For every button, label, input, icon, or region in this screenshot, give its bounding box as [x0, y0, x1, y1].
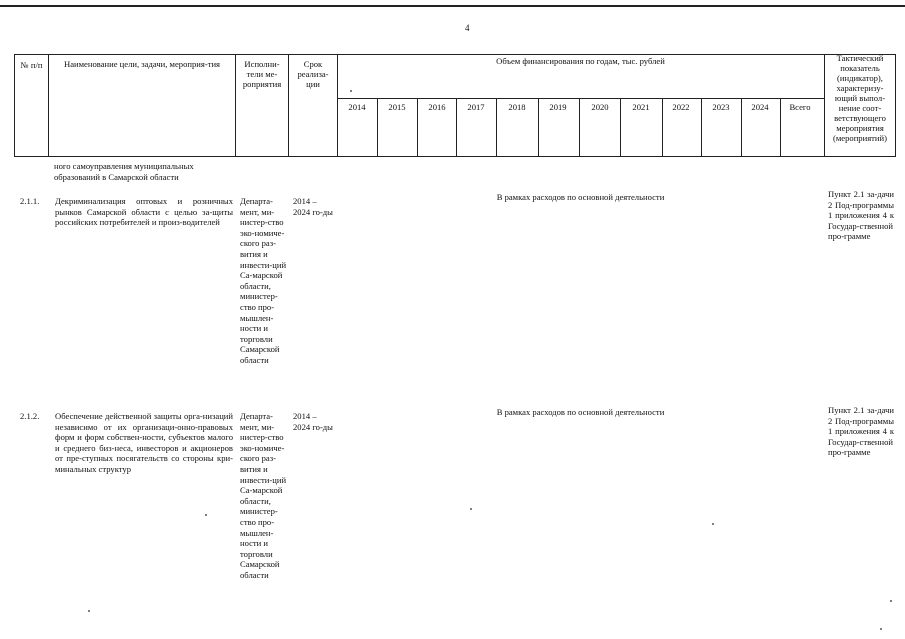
col-divider	[895, 54, 896, 157]
scan-speck	[880, 628, 882, 630]
year-header: 2018	[508, 102, 526, 112]
col-divider	[288, 54, 289, 157]
row-executors: Департа-мент, ми-нистер-ство эко-номиче-ского раз-вития и инвести-ций Са-марской области, министер-ство про-мышлен-ности и торговли Самарской области	[240, 196, 287, 365]
continuation-text: ного самоуправления муниципальных образований в Самарской области	[54, 161, 194, 182]
col-divider	[48, 54, 49, 157]
header-executors: Исполни-тели ме-роприятия	[242, 59, 282, 89]
row-finance: В рамках расходов по основной деятельности	[496, 407, 665, 417]
header-term: Срок реализа-ции	[297, 59, 329, 89]
year-header: 2015	[388, 102, 406, 112]
header-finance: Объем финансирования по годам, тыс. рублей	[496, 56, 665, 66]
years-row-divider	[337, 98, 824, 99]
row-term: 2014 – 2024 го-ды	[293, 411, 333, 432]
year-header: 2022	[672, 102, 690, 112]
year-header: 2017	[467, 102, 485, 112]
year-header: 2019	[549, 102, 567, 112]
row-term: 2014 – 2024 го-ды	[293, 196, 333, 217]
scan-speck	[890, 600, 892, 602]
table-header-bottom-border	[14, 156, 895, 157]
row-number: 2.1.2.	[20, 411, 40, 421]
year-header: 2024	[751, 102, 769, 112]
row-name: Декриминализация оптовых и розничных рынков Самарской области с целью за-щиты российских потребителей и произ-водителей	[55, 196, 233, 228]
scan-speck	[712, 523, 714, 525]
row-executors: Департа-мент, ми-нистер-ство эко-номиче-ского раз-вития и инвести-ций Са-марской области, министер-ство про-мышлен-ности и торговли Самарской области	[240, 411, 287, 580]
header-number: № п/п	[20, 60, 43, 70]
row-indicator: Пункт 2.1 за-дачи 2 Под-программы 1 приложения 4 к Государ-ственной про-грамме	[828, 405, 894, 458]
row-name: Обеспечение действенной защиты орга-низаций независимо от их организаци-онно-правовых форм и форм собствен-ности, субъектов малого и среднего биз-неса, инвесторов и акционеров от пре-ступных посягательств со стороны кри-минальных структур	[55, 411, 233, 474]
top-rule	[0, 5, 905, 7]
scan-speck	[470, 508, 472, 510]
col-divider	[235, 54, 236, 157]
table-top-border	[14, 54, 895, 55]
header-indicator: Тактический показатель (индикатор), характеризу-ющий выпол-нение соот-ветствующего мероприятия (мероприятий)	[833, 53, 887, 143]
scan-speck	[88, 610, 90, 612]
year-header: 2021	[632, 102, 650, 112]
row-number: 2.1.1.	[20, 196, 40, 206]
row-indicator: Пункт 2.1 за-дачи 2 Под-программы 1 приложения 4 к Государ-ственной про-грамме	[828, 189, 894, 242]
year-header: 2014	[348, 102, 366, 112]
scan-speck	[205, 514, 207, 516]
page-number: 4	[465, 23, 470, 33]
year-header: Всего	[789, 102, 811, 112]
year-header: 2020	[591, 102, 609, 112]
year-header: 2023	[712, 102, 730, 112]
col-divider	[824, 54, 825, 157]
header-name: Наименование цели, задачи, мероприя-тия	[63, 59, 221, 69]
row-finance: В рамках расходов по основной деятельности	[496, 192, 665, 202]
scan-speck	[350, 90, 352, 92]
year-header: 2016	[428, 102, 446, 112]
